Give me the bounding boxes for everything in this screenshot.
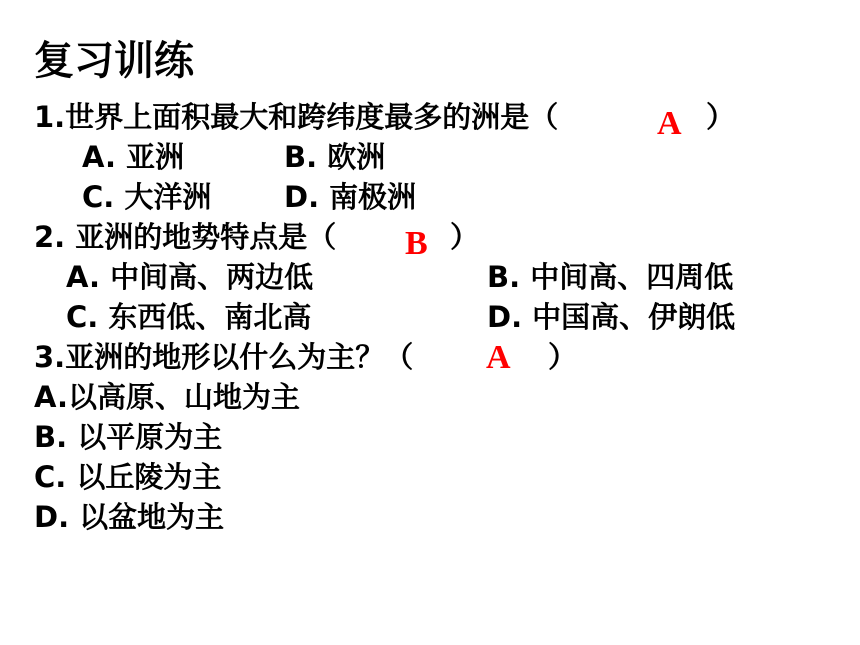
- question-2-close-paren: ）: [450, 220, 480, 254]
- question-2-option-d: D. 中国高、伊朗低: [487, 300, 736, 334]
- question-1-option-b: B. 欧洲: [284, 140, 386, 174]
- question-3-option-a: A.以高原、山地为主: [34, 380, 300, 414]
- question-1-option-d: D. 南极洲: [284, 180, 417, 214]
- question-3-close-paren: ）: [548, 340, 578, 374]
- slide-title: 复习训练: [34, 38, 194, 84]
- question-1-close-paren: ）: [706, 100, 736, 134]
- question-2-option-c: C. 东西低、南北高: [66, 300, 312, 334]
- question-2-stem: 2. 亚洲的地势特点是（: [34, 220, 337, 254]
- question-3-option-b: B. 以平原为主: [34, 420, 223, 454]
- question-3-option-c: C. 以丘陵为主: [34, 460, 222, 494]
- question-2-option-a: A. 中间高、两边低: [66, 260, 314, 294]
- question-1-option-a: A. 亚洲: [82, 140, 185, 174]
- question-2-option-b: B. 中间高、四周低: [487, 260, 734, 294]
- question-1-stem: 1.世界上面积最大和跨纬度最多的洲是（: [34, 100, 559, 134]
- question-1-answer: A: [657, 105, 682, 142]
- question-3-answer: A: [486, 339, 511, 376]
- question-1-option-c: C. 大洋洲: [82, 180, 212, 214]
- question-3-option-d: D. 以盆地为主: [34, 500, 225, 534]
- question-2-answer: B: [405, 225, 428, 262]
- question-3-stem: 3.亚洲的地形以什么为主？（: [34, 340, 414, 374]
